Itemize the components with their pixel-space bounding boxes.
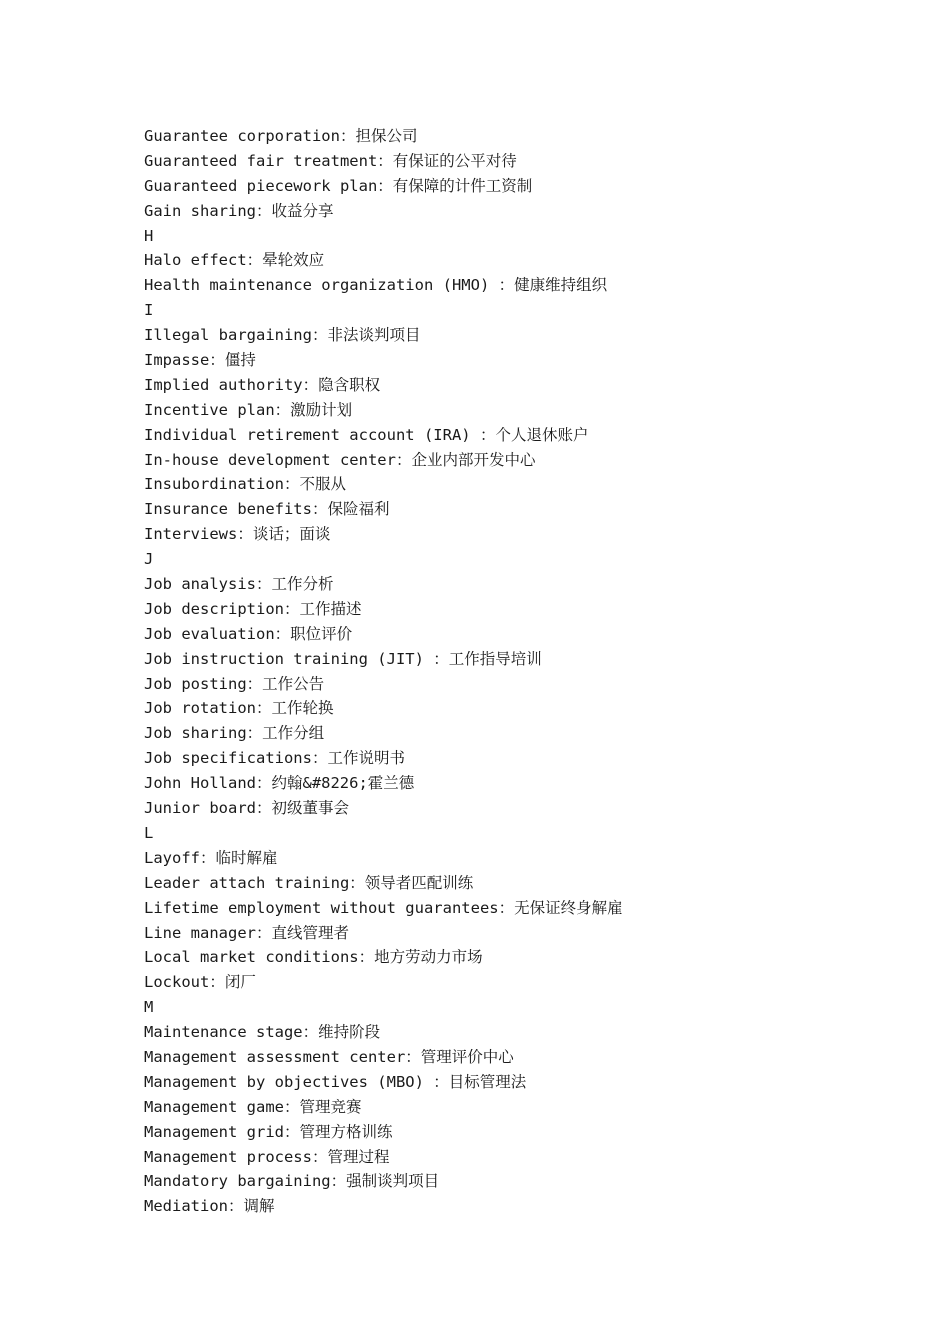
glossary-entry: Job description：工作描述	[144, 599, 362, 618]
glossary-entry: Job rotation：工作轮换	[144, 699, 334, 718]
glossary-entry: Layoff：临时解雇	[144, 848, 278, 867]
glossary-entry: Job analysis：工作分析	[144, 575, 334, 594]
glossary-entry: Maintenance stage：维持阶段	[144, 1023, 381, 1042]
glossary-entry: Impasse：僵持	[144, 351, 256, 370]
glossary-entry: Halo effect：晕轮效应	[144, 251, 325, 270]
glossary-entry: Management game：管理竞赛	[144, 1097, 362, 1116]
glossary-page	[144, 124, 904, 1219]
glossary-entry: Guaranteed piecework plan：有保障的计件工资制	[144, 176, 533, 195]
glossary-entry: Management grid：管理方格训练	[144, 1122, 393, 1141]
section-letter: H	[144, 226, 154, 245]
section-letter: L	[144, 823, 154, 842]
glossary-entry: Local market conditions：地方劳动力市场	[144, 948, 483, 967]
glossary-entry: Incentive plan：激励计划	[144, 400, 353, 419]
glossary-entry: Junior board：初级董事会	[144, 799, 349, 818]
glossary-entry: Lockout：闭厂	[144, 973, 256, 992]
glossary-entry: Health maintenance organization (HMO) ：健康维持组织	[144, 276, 608, 295]
glossary-entry: Gain sharing：收益分享	[144, 201, 334, 220]
glossary-entry: Job sharing：工作分组	[144, 724, 325, 743]
glossary-entry: Job instruction training (JIT) ：工作指导培训	[144, 649, 542, 668]
glossary-entry: Mandatory bargaining：强制谈判项目	[144, 1172, 440, 1191]
glossary-entry: Management assessment center：管理评价中心	[144, 1047, 514, 1066]
glossary-entry: John Holland：约翰&#8226;霍兰德	[144, 774, 415, 793]
glossary-entry: Insubordination：不服从	[144, 475, 346, 494]
glossary-entry: Lifetime employment without guarantees：无保证终身解雇	[144, 898, 623, 917]
section-letter: J	[144, 550, 154, 569]
section-letter: I	[144, 301, 154, 320]
glossary-entry: Job posting：工作公告	[144, 674, 325, 693]
glossary-entry: Leader attach training：领导者匹配训练	[144, 873, 474, 892]
glossary-entry: Mediation：调解	[144, 1197, 275, 1216]
glossary-entry: Job evaluation：职位评价	[144, 624, 353, 643]
glossary-entry: Job specifications：工作说明书	[144, 749, 405, 768]
glossary-entry: Management by objectives (MBO) ：目标管理法	[144, 1072, 527, 1091]
glossary-entry: Implied authority：隐含职权	[144, 375, 381, 394]
glossary-entry: Guarantee corporation：担保公司	[144, 127, 418, 145]
glossary-entry: Individual retirement account (IRA) ：个人退休账户	[144, 425, 589, 444]
glossary-entry: In-house development center：企业内部开发中心	[144, 450, 536, 469]
glossary-entry: Management process：管理过程	[144, 1147, 390, 1166]
section-letter: M	[144, 998, 154, 1017]
glossary-entry: Illegal bargaining：非法谈判项目	[144, 326, 421, 345]
glossary-entry: Insurance benefits：保险福利	[144, 500, 390, 519]
glossary-entry: Guaranteed fair treatment：有保证的公平对待	[144, 151, 517, 170]
glossary-entry: Interviews：谈话；面谈	[144, 525, 331, 544]
glossary-entry: Line manager：直线管理者	[144, 923, 349, 942]
